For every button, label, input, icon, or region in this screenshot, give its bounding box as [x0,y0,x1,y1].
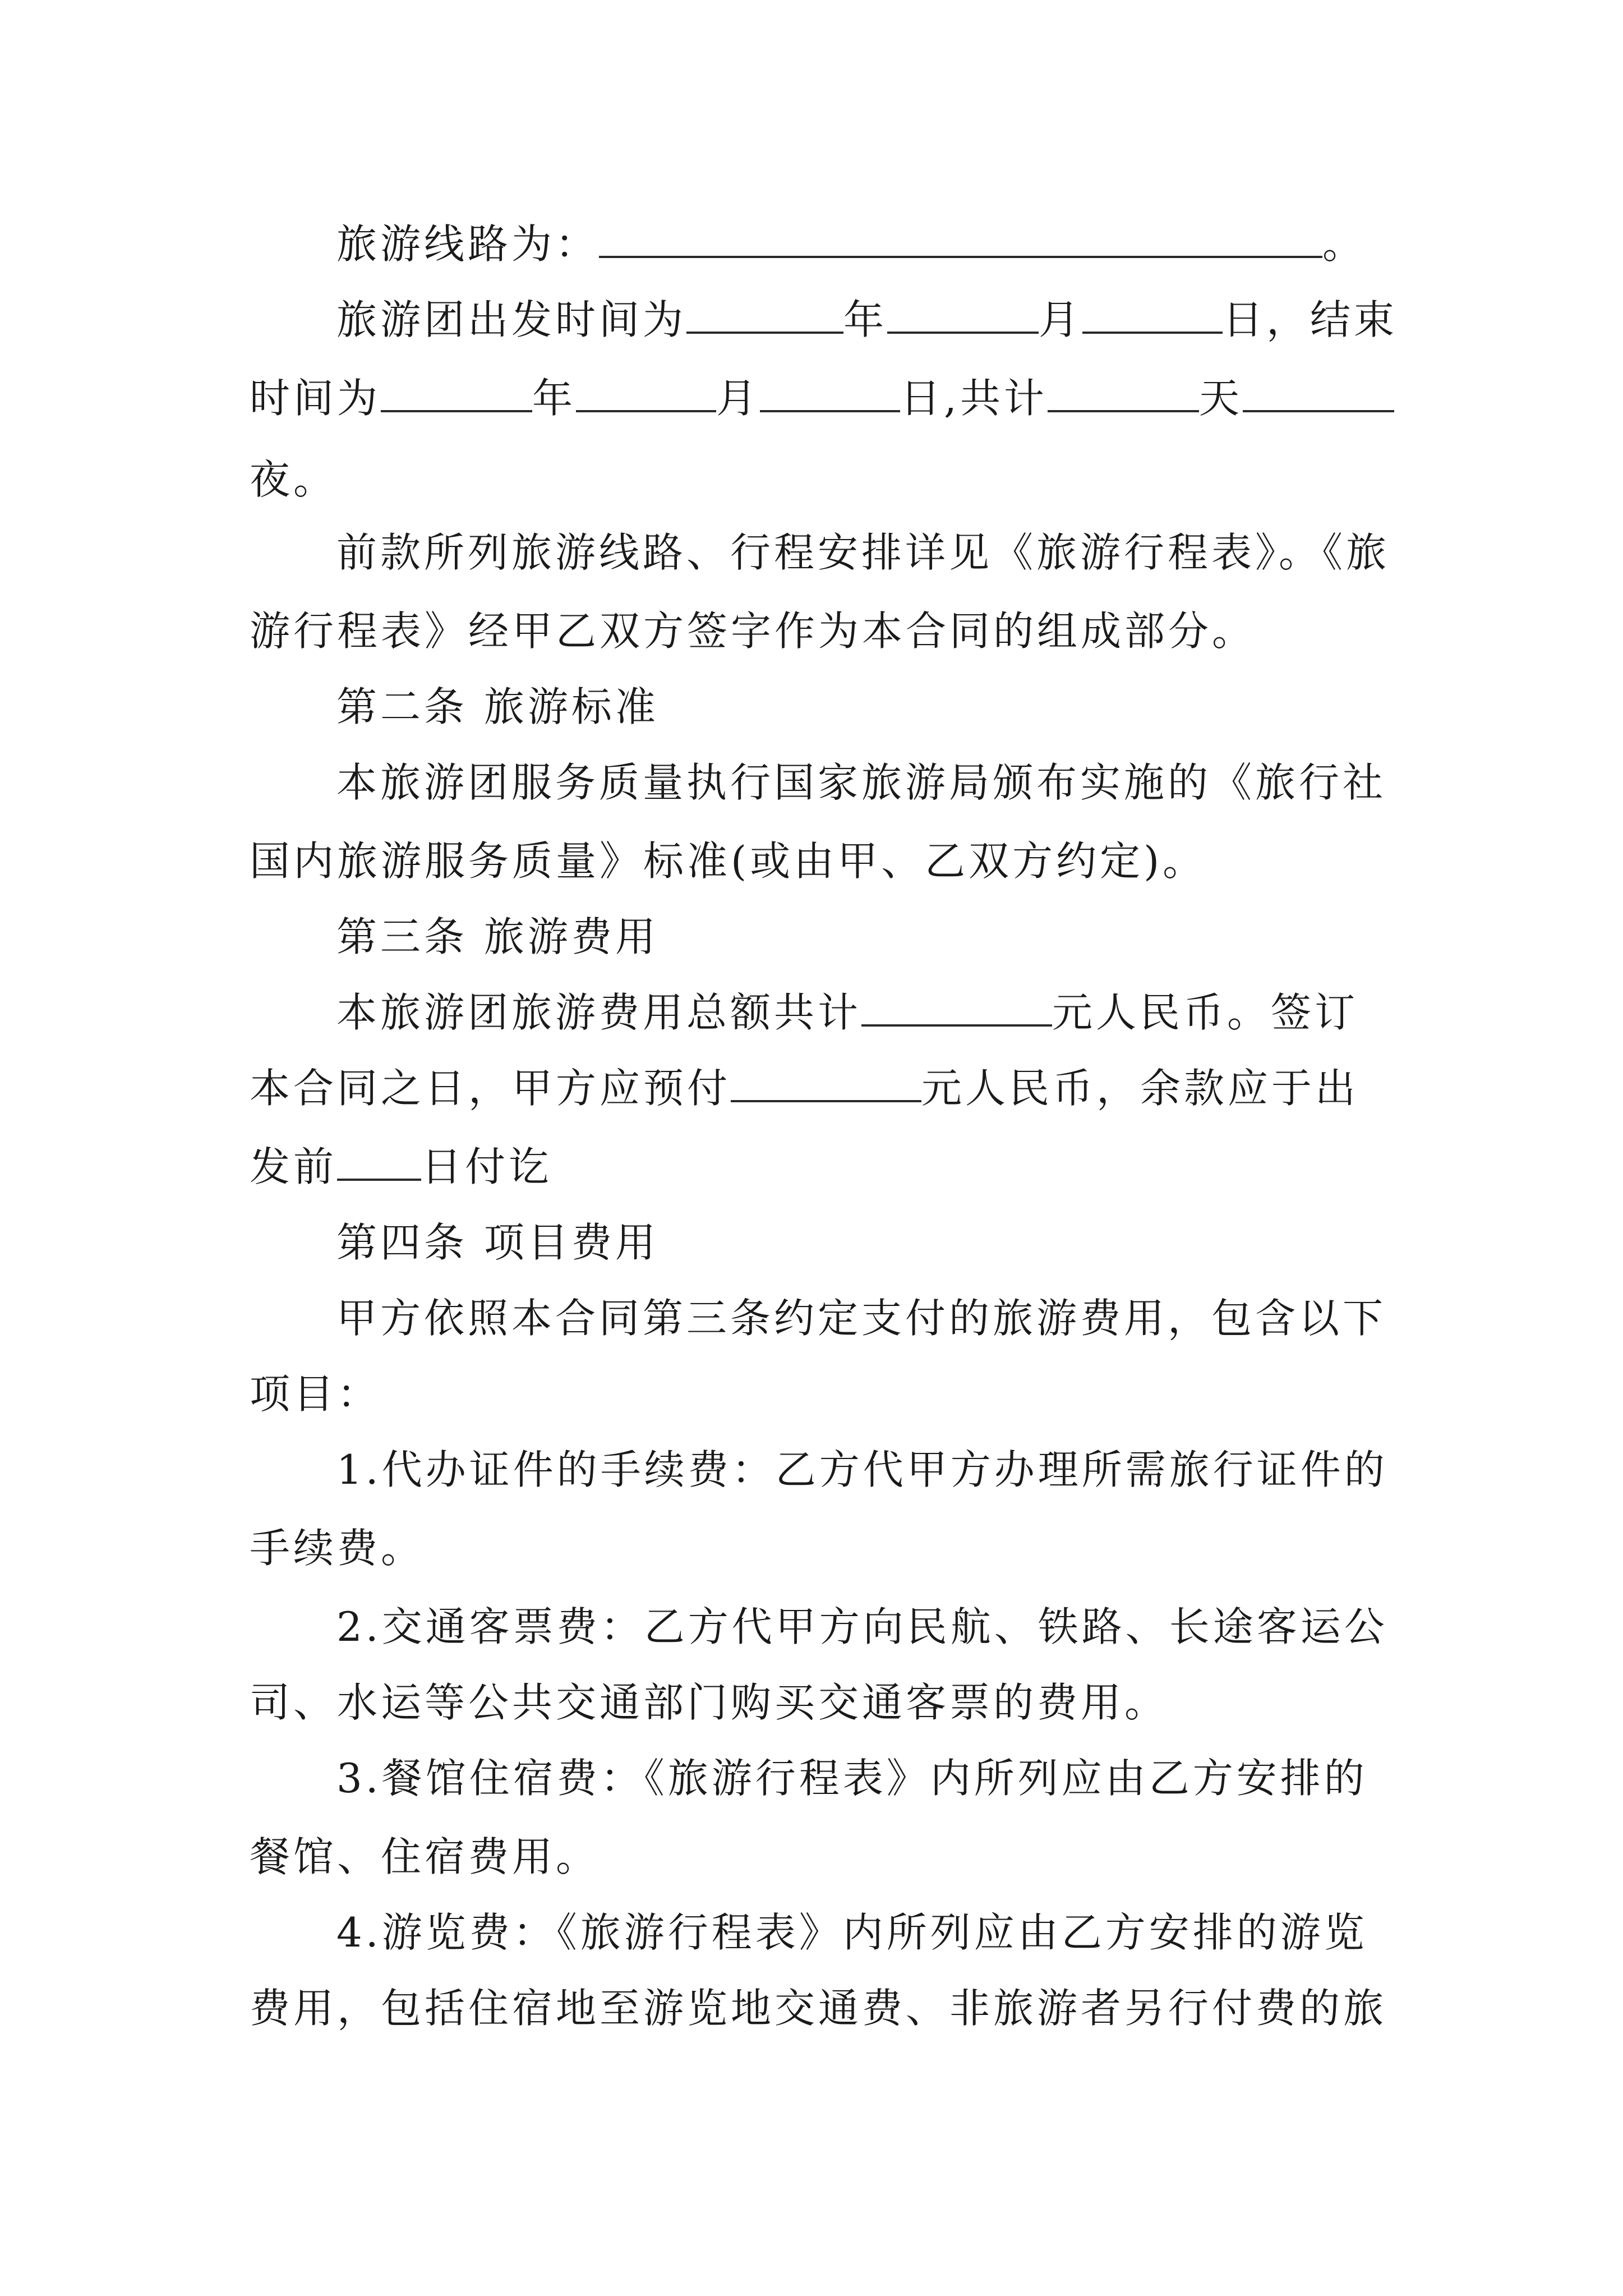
text-line [336,292,1398,348]
text-segment: 元人民币。签订 [1052,989,1359,1036]
text-segment: 本旅游团旅游费用总额共计 [336,989,862,1036]
fill-in-blank [337,1139,421,1181]
text-segment: 游行程表》经甲乙双方签字作为本合同的组成部分。 [250,608,1256,655]
text-line [336,1599,1388,1655]
text-segment: 旅游团出发时间为 [336,296,687,343]
text-line [336,524,1390,581]
fill-in-blank [576,371,716,412]
text-segment: 第二条 旅游标准 [336,683,659,730]
text-segment: 天 [1198,375,1243,422]
text-segment: 发前 [250,1143,338,1190]
text-segment: 日,共计 [900,375,1048,422]
text-line [250,1980,1387,2036]
text-line [250,370,1394,426]
text-segment: 月 [716,375,760,422]
text-line [336,216,1366,272]
text-segment: 旅游线路为： [336,220,600,268]
text-segment: 前款所列旅游线路、行程安排详见《旅游行程表》。《旅 [336,529,1390,576]
text-segment: 项目： [250,1370,381,1418]
text-segment: 手续费。 [250,1525,425,1572]
text-segment: 第三条 旅游费用 [336,913,659,960]
fill-in-blank [1082,292,1223,334]
fill-in-blank [381,371,532,412]
text-segment: 年 [843,296,888,343]
text-segment: 3.餐馆住宿费：《旅游行程表》内所列应由乙方安排的 [336,1755,1368,1802]
fill-in-blank [1243,371,1394,412]
text-segment: 本旅游团服务质量执行国家旅游局颁布实施的《旅行社 [336,759,1387,806]
text-line [250,452,337,508]
text-segment: 日付讫 [421,1143,553,1190]
text-line [250,1829,600,1885]
text-line [336,1904,1368,1961]
text-segment: 甲方依照本合同第三条约定支付的旅游费用，包含以下 [336,1295,1387,1342]
text-line [250,603,1256,659]
fill-in-blank [760,371,900,412]
text-line [336,754,1386,811]
text-line [336,1290,1386,1346]
text-line [336,1750,1368,1806]
text-segment: 年 [532,375,577,422]
text-line [250,833,1206,889]
text-line [250,1674,1168,1731]
fill-in-blank [599,217,1322,258]
text-line [250,1139,552,1195]
text-segment: 月 [1039,296,1083,343]
text-line [336,679,659,735]
text-segment: 1.代办证件的手续费：乙方代甲方办理所需旅行证件的 [336,1446,1388,1493]
text-line [336,984,1358,1041]
text-segment: 夜。 [250,456,338,503]
fill-in-blank [861,985,1052,1027]
fill-in-blank [686,292,843,334]
text-line [250,1366,381,1422]
fill-in-blank [731,1061,921,1102]
text-segment: 费用，包括住宿地至游览地交通费、非旅游者另行付费的旅 [250,1985,1387,2032]
text-line [336,1214,659,1271]
text-segment: 本合同之日，甲方应预付 [250,1065,731,1112]
text-line [250,1520,425,1576]
text-segment: 时间为 [250,375,381,422]
text-segment: 4.游览费：《旅游行程表》内所列应由乙方安排的游览 [336,1909,1368,1956]
text-segment: 餐馆、住宿费用。 [250,1833,600,1880]
text-line [250,1060,1359,1116]
text-segment: 日，结束 [1223,296,1398,343]
fill-in-blank [887,292,1039,334]
text-segment: 司、水运等公共交通部门购买交通客票的费用。 [250,1679,1169,1726]
text-segment: 2.交通客票费：乙方代甲方向民航、铁路、长途客运公 [336,1603,1388,1650]
text-segment: 国内旅游服务质量》标准(或由甲、乙双方约定)。 [250,838,1207,885]
text-segment: 。 [1322,220,1367,268]
fill-in-blank [1048,371,1199,412]
text-segment: 元人民币，余款应于出 [921,1065,1359,1112]
text-line [336,1442,1388,1498]
text-line [336,909,659,965]
text-segment: 第四条 项目费用 [336,1219,659,1266]
